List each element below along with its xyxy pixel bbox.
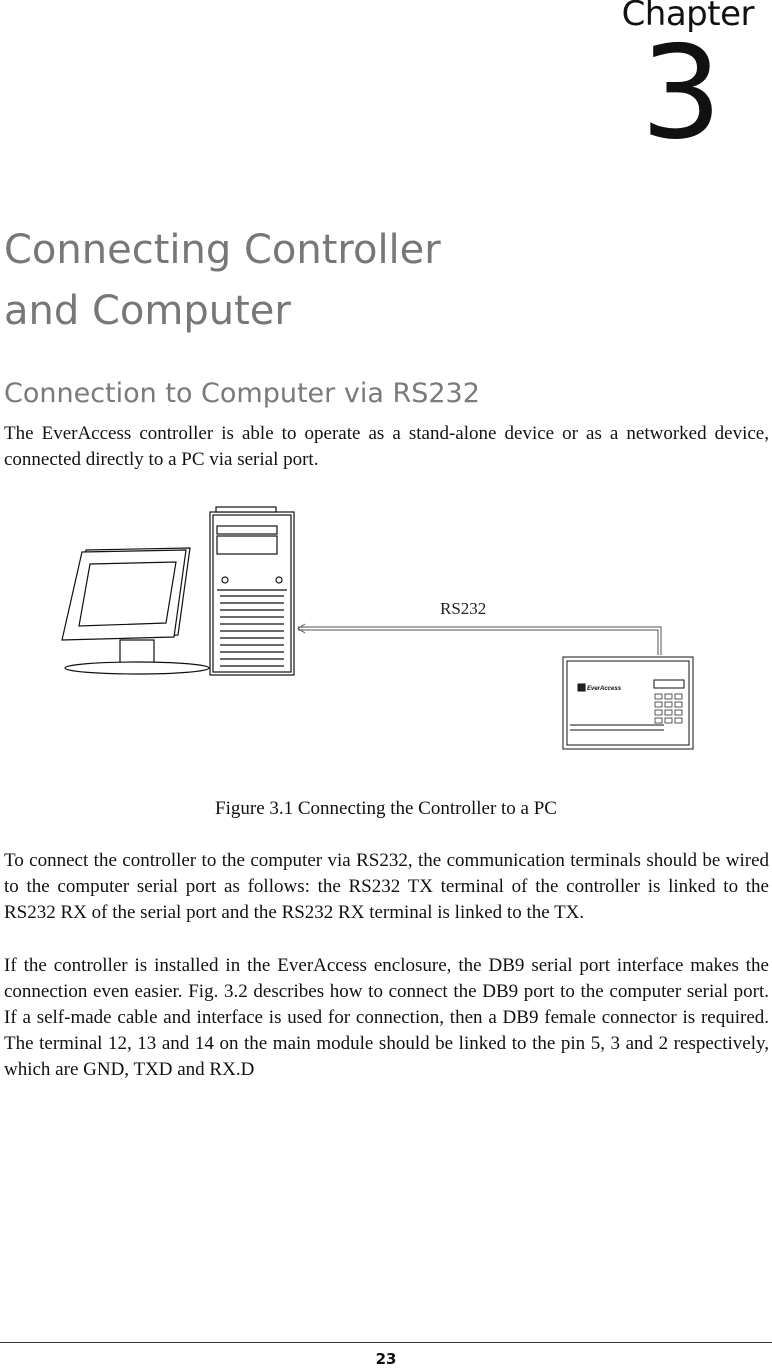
- rs232-label: RS232: [440, 599, 487, 618]
- connection-diagram: [0, 500, 772, 760]
- monitor-icon: [62, 548, 209, 674]
- chapter-number: 3: [640, 19, 722, 168]
- rs232-cable: [298, 624, 661, 655]
- page-number: 23: [375, 1350, 397, 1368]
- connection-figure: [0, 500, 772, 760]
- controller-brand: EverAccess: [587, 686, 622, 692]
- footer-divider: [0, 1342, 772, 1343]
- wiring-paragraph: To connect the controller to the computer via RS232, the communication terminals should be wired to the computer serial port as follows: the RS232 TX terminal of the controller is linked to the RS232 RX of the serial port and the RS232 RX terminal is linked to the TX.: [4, 850, 769, 923]
- intro-paragraph: The EverAccess controller is able to operate as a stand-alone device or as a networked device, connected directly to a PC via serial port.: [4, 423, 769, 470]
- figure-caption: Figure 3.1 Connecting the Controller to a PC: [215, 798, 557, 819]
- section-heading: Connection to Computer via RS232: [4, 378, 480, 409]
- controller-icon: [563, 657, 693, 749]
- chapter-title: [4, 220, 441, 342]
- db9-paragraph: If the controller is installed in the EverAccess enclosure, the DB9 serial port interface makes the connection even easier. Fig. 3.2 describes how to connect the DB9 port to the computer serial port. If a self-made cable and interface is used for connection, then a DB9 female connector is required. The terminal 12, 13 and 14 on the main module should be linked to the pin 5, 3 and 2 respectively, which are GND, TXD and RX.D: [4, 955, 769, 1080]
- chapter-label: Chapter: [621, 0, 754, 34]
- chapter-title-line1: Connecting Controller: [4, 227, 441, 273]
- computer-tower-icon: [210, 507, 294, 675]
- chapter-title-line2: and Computer: [4, 288, 291, 334]
